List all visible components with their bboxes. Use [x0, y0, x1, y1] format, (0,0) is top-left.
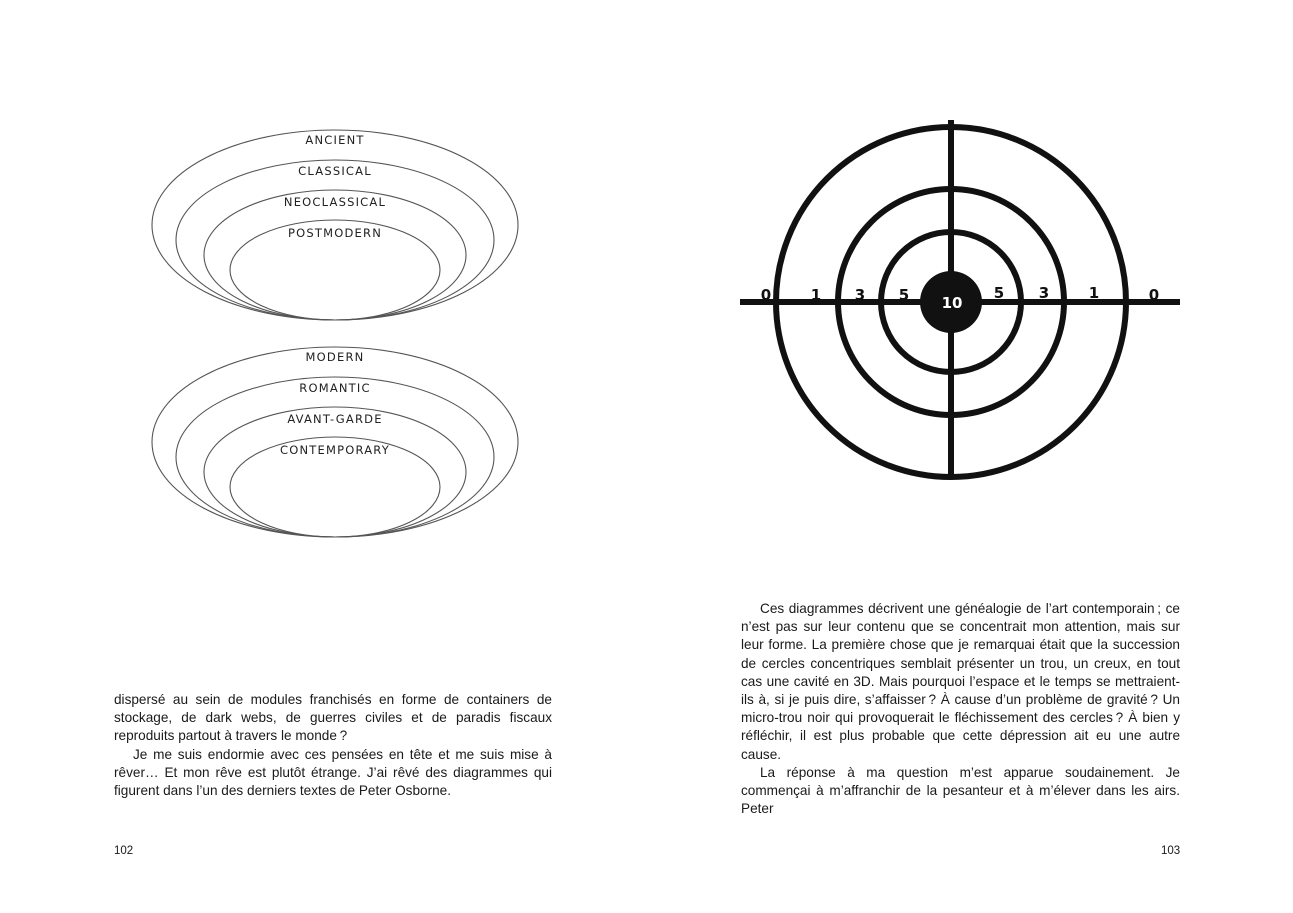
ellipse-romantic — [176, 377, 494, 537]
score-right-0: 0 — [1148, 286, 1160, 304]
label-avant-garde: AVANT-GARDE — [287, 412, 383, 426]
label-contemporary: CONTEMPORARY — [280, 443, 390, 457]
target-diagram — [738, 118, 1184, 482]
page-number-right: 103 — [1161, 845, 1181, 857]
center-label: 10 — [941, 294, 963, 312]
left-body-text — [114, 691, 552, 800]
score-right-5: 5 — [993, 284, 1005, 302]
label-modern: MODERN — [305, 350, 365, 364]
label-neoclassical: NEOCLASSICAL — [283, 195, 387, 209]
label-postmodern: POSTMODERN — [288, 226, 382, 240]
score-left-5: 5 — [898, 286, 910, 304]
ellipse-modern — [152, 347, 518, 537]
score-left-3: 3 — [854, 286, 866, 304]
score-left-1: 1 — [810, 286, 822, 304]
label-romantic: ROMANTIC — [299, 381, 371, 395]
right-body-text — [741, 600, 1180, 818]
bottom-ellipse-stack — [152, 347, 518, 537]
target-diagram-svg — [738, 118, 1184, 482]
ellipse-classical — [176, 160, 494, 320]
ellipse-avant-garde — [204, 407, 466, 537]
label-classical: CLASSICAL — [298, 164, 372, 178]
left-paragraph-1: dispersé au sein de modules franchisés en forme de containers de stockage, de dark webs, de guerres civiles et de paradis fiscaux reproduits partout à travers le monde ? — [114, 692, 552, 744]
left-paragraph-2: Je me suis endormie avec ces pensées en tête et me suis mise à rêver… Et mon rêve est plutôt étrange. J’ai rêvé des diagrammes qui figurent dans l’un des derniers textes de Peter Osborne. — [114, 746, 552, 799]
score-left-0: 0 — [760, 286, 772, 304]
label-ancient: ANCIENT — [305, 133, 365, 147]
score-right-1: 1 — [1088, 284, 1100, 302]
top-ellipse-stack — [152, 130, 518, 320]
ellipse-ancient — [152, 130, 518, 320]
right-paragraph-2: La réponse à ma question m’est apparue soudainement. Je commençai à m’affranchir de la pesanteur et à m’élever dans les airs. Peter — [741, 764, 1180, 817]
right-paragraph-1: Ces diagrammes décrivent une généalogie de l’art contemporain ; ce n’est pas sur leur contenu que se concentrait mon attention, mais sur leur forme. La première chose que je remarquai était que la succession de cercles concentriques semblait présenter un trou, un creux, en tout cas une cavité en 3D. Mais pourquoi l’espace et le temps se mettraient-ils à, si je puis dire, s’affaisser ? À cause d’un problème de gravité ? Un micro-trou noir qui provoquerait le fléchissement des cercles ? À bien y réfléchir, il est plus probable que cette dépression ait eu une autre cause. — [741, 601, 1180, 762]
genealogy-diagram — [145, 120, 525, 550]
page-number-left: 102 — [114, 845, 134, 857]
score-right-3: 3 — [1038, 284, 1050, 302]
genealogy-diagram-svg — [145, 120, 525, 550]
ellipse-neoclassical — [204, 190, 466, 320]
